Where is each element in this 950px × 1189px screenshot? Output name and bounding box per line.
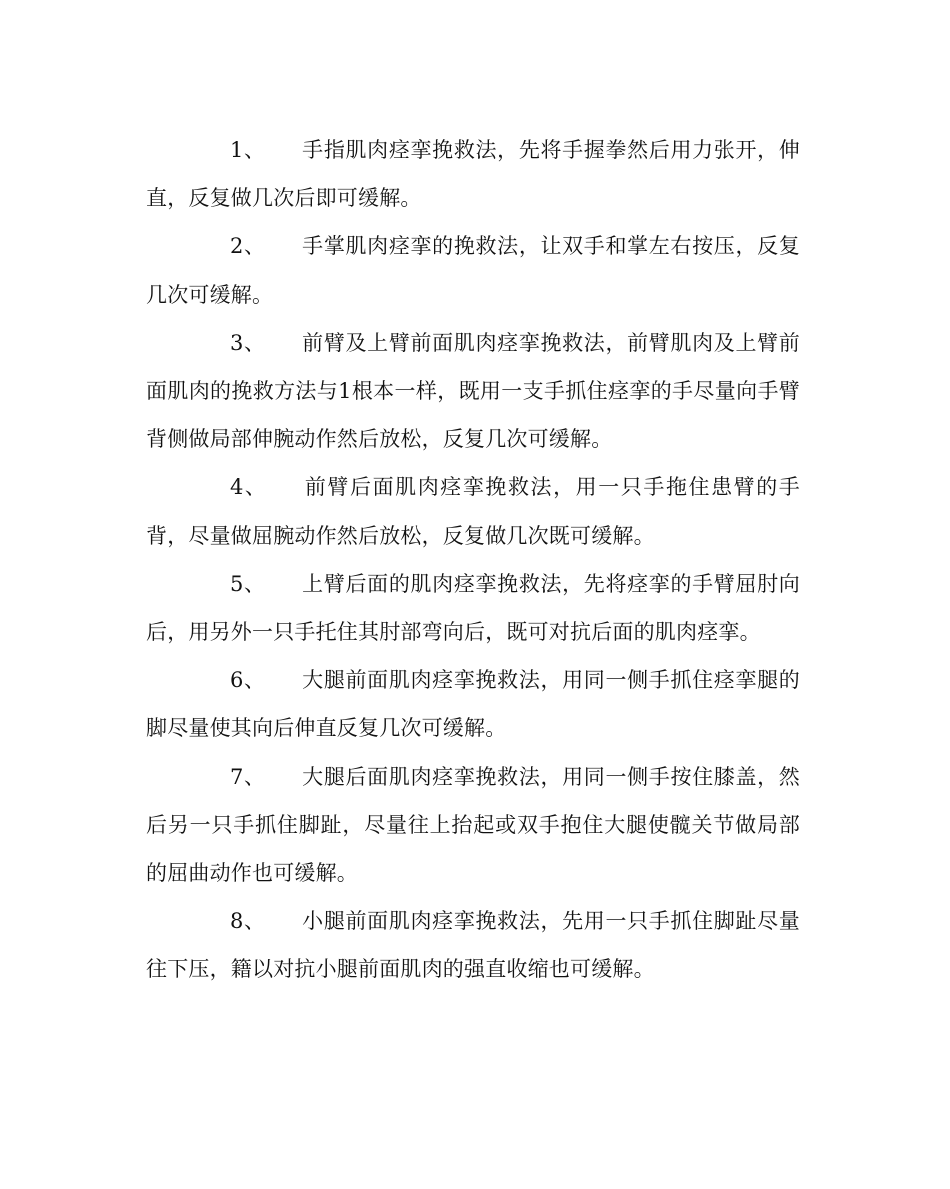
paragraph-number: 6、 — [230, 668, 266, 693]
paragraph-number: 7、 — [230, 764, 266, 789]
paragraph-text: 前臂后面肌肉痉挛挽救法，用一只手拖住患臂的手背，尽量做屈腕动作然后放松，反复做几次既可缓解。 — [146, 475, 800, 548]
paragraph-5 — [146, 560, 800, 656]
paragraph-text: 大腿后面肌肉痉挛挽救法，用同一侧手按住膝盖，然后另一只手抓住脚趾，尽量往上抬起或双手抱住大腿使髋关节做局部的屈曲动作也可缓解。 — [146, 764, 800, 886]
paragraph-number: 2、 — [230, 234, 266, 259]
paragraph-number: 3、 — [230, 330, 266, 355]
paragraph-text: 上臂后面的肌肉痉挛挽救法，先将痉挛的手臂屈肘向后，用另外一只手托住其肘部弯向后，既可对抗后面的肌肉痉挛。 — [146, 571, 800, 645]
paragraph-number: 4、 — [230, 475, 268, 500]
paragraph-number: 8、 — [230, 909, 266, 934]
paragraph-1 — [146, 126, 800, 222]
paragraph-2 — [146, 222, 800, 318]
paragraph-7 — [146, 753, 800, 898]
paragraph-text: 手指肌肉痉挛挽救法，先将手握拳然后用力张开，伸直，反复做几次后即可缓解。 — [146, 138, 800, 211]
document-body — [146, 126, 800, 994]
paragraph-number: 5、 — [230, 571, 266, 596]
paragraph-4 — [146, 463, 800, 559]
paragraph-number: 1、 — [230, 138, 266, 162]
paragraph-text: 小腿前面肌肉痉挛挽救法，先用一只手抓住脚趾尽量往下压，籍以对抗小腿前面肌肉的强直收缩也可缓解。 — [146, 909, 800, 982]
paragraph-6 — [146, 656, 800, 752]
paragraph-3 — [146, 319, 800, 464]
paragraph-8 — [146, 897, 800, 993]
paragraph-text: 大腿前面肌肉痉挛挽救法，用同一侧手抓住痉挛腿的脚尽量使其向后伸直反复几次可缓解。 — [146, 668, 800, 741]
paragraph-text: 前臂及上臂前面肌肉痉挛挽救法，前臂肌肉及上臂前面肌肉的挽救方法与1根本一样，既用一支手抓住痉挛的手尽量向手臂背侧做局部伸腕动作然后放松，反复几次可缓解。 — [146, 330, 800, 452]
paragraph-text: 手掌肌肉痉挛的挽救法，让双手和掌左右按压，反复几次可缓解。 — [146, 234, 800, 307]
